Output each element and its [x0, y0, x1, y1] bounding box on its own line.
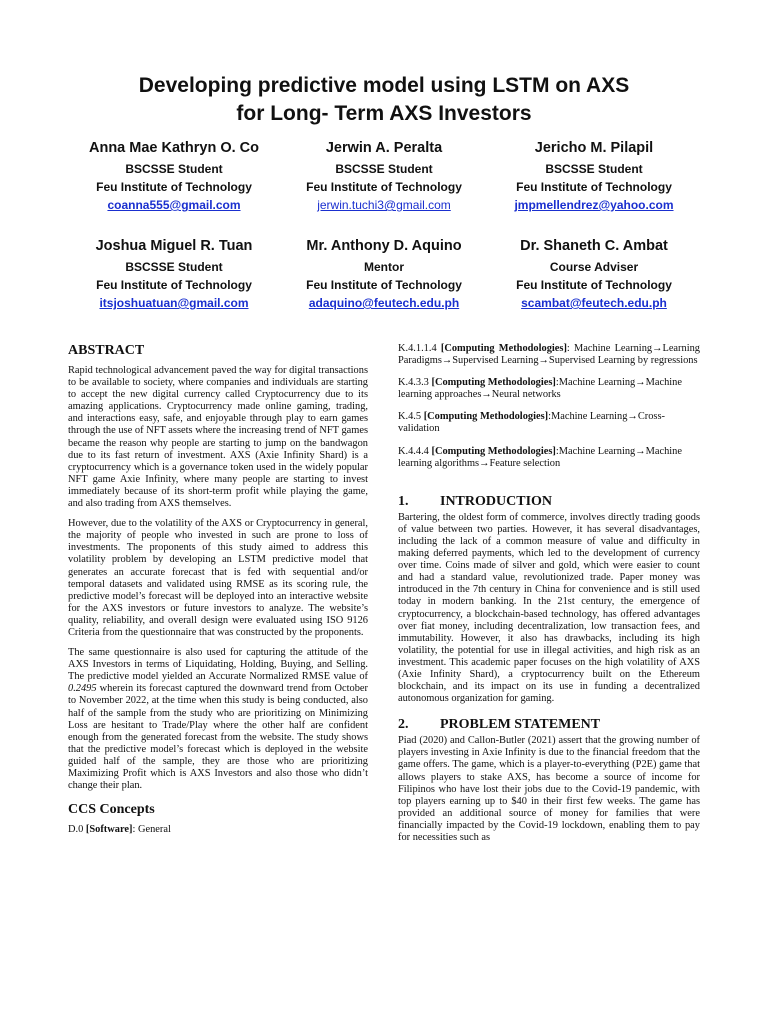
author-role: BSCSSE Student — [335, 162, 433, 176]
paper-title — [40, 72, 728, 128]
ccs-code: D.0 — [68, 824, 86, 836]
author-role: Course Adviser — [549, 260, 639, 274]
ccs-code: K.4.5 — [398, 411, 424, 423]
ccs-code: K.4.3.3 — [398, 377, 432, 389]
author-block — [274, 139, 494, 213]
author-email-link[interactable]: jmpmellendrez@yahoo.com — [514, 198, 674, 212]
author-institution: Feu Institute of Technology — [306, 180, 462, 194]
author-institution: Feu Institute of Technology — [96, 180, 252, 194]
abstract-paragraph-1: Rapid technological advancement paved the way for digital transactions to be available to society, where companies and individuals are starting to accept the new digital currency called Cryptocurrency due to its amazing applications. Cryptocurrency made online gaming, trading, and interactions easy, safe, and enjoyable through play to earn games through the use of NFT assets where the increasing trend of NFT games became the reason why people are starting to jump on the bandwagon due to its fast return of investment. AXS (Axie Infinity Shard) is a cryptocurrency which is a governance token used in the widely popular NFT game Axie Infinity, where many people are starting to invest immediately because of its short-term profit while playing the game, and also trading from AXS themselves. — [68, 365, 368, 510]
author-name: Dr. Shaneth C. Ambat — [520, 238, 668, 254]
ccs-code: K.4.4.4 — [398, 445, 432, 457]
ccs-item — [398, 446, 700, 470]
author-institution: Feu Institute of Technology — [516, 278, 672, 292]
author-block — [64, 237, 284, 311]
author-name: Anna Mae Kathryn O. Co — [89, 140, 259, 156]
introduction-paragraph: Bartering, the oldest form of commerce, involves directly trading goods of value between two parties. However, it has several disadvantages, including the lack of a common measure of value and difficulty in making deferred payments, which led to the development of currency over time. Coins made of silver and gold, which were easier to count and had a standard value, revolutionized trade. Paper money was introduced in the 7th century in China for convenience and is still used today in modern banking. In the 21st century, the emergence of cryptocurrency, a blockchain-based technology, has offered advantages over fiat money, including decentralization, low transaction fees, and immutability. However, it also has drawbacks, including its high volatility, the potential for use in illegal activities, and high risk as an investment. This academic paper focuses on the high volatility of AXS (Axie Infinity Shard), a cryptocurrency built on the Ethereum blockchain, and its impact on its use in funding a decentralized autonomous organization for gaming. — [398, 511, 700, 705]
section-title: INTRODUCTION — [440, 493, 553, 509]
section-number: 1. — [398, 493, 409, 509]
author-name: Jerwin A. Peralta — [325, 140, 443, 156]
rmse-value: 0.2495 — [68, 683, 97, 695]
author-block — [484, 237, 704, 311]
author-role: BSCSSE Student — [125, 260, 223, 274]
author-block — [274, 237, 494, 311]
ccs-heading: CCS Concepts — [68, 802, 155, 818]
ccs-category: [Software] — [85, 824, 133, 836]
abstract-paragraph-2: However, due to the volatility of the AXS or Cryptocurrency in general, the majority of people who invested in such are prone to loss of investments. The proponents of this study aimed to address this volatility problem by developing an LSTM predictive model that generates an accurate forecast that is fed with sequential and/or temporal datasets and validated using RMSE as its scoring rule, the predictive model’s forecast will be deployed into an interactive website for the AXS investors or future investors to analyze. The website’s quality, reliability, and overall design were evaluated using ISO 9126 Criteria from the questionnaire that was constructed by the proponents. — [68, 518, 368, 638]
ccs-text: :Machine Learning→Machine learning algorithms→Feature selection — [398, 445, 682, 469]
author-name: Jericho M. Pilapil — [534, 140, 654, 156]
introduction-heading — [398, 494, 700, 510]
author-institution: Feu Institute of Technology — [306, 278, 462, 292]
ccs-code: K.4.1.1.4 — [398, 343, 441, 354]
ccs-text: :Machine Learning→Cross-validation — [398, 411, 665, 435]
abstract-heading: ABSTRACT — [68, 343, 145, 358]
right-column — [398, 343, 700, 852]
author-block — [64, 139, 284, 213]
ccs-category: [Computing Methodologies] — [423, 411, 549, 423]
abstract-paragraph-3 — [68, 647, 368, 792]
author-name: Mr. Anthony D. Aquino — [306, 238, 462, 254]
author-role: Mentor — [364, 260, 404, 274]
author-email-link[interactable]: itsjoshuatuan@gmail.com — [99, 296, 249, 310]
author-email-link[interactable]: adaquino@feutech.edu.ph — [308, 296, 460, 310]
author-name: Joshua Miguel R. Tuan — [95, 238, 253, 254]
author-role: BSCSSE Student — [125, 162, 223, 176]
abstract-paragraph-3-start: The same questionnaire is also used for capturing the attitude of the AXS Investors in terms of Liquidating, Holding, Buying, and Selling. The predictive model yielded an Accurate Normalized RMSE value of — [68, 647, 368, 683]
author-institution: Feu Institute of Technology — [516, 180, 672, 194]
ccs-text: : Machine Learning→Learning Paradigms→Supervised Learning→Supervised Learning by regressions — [398, 343, 700, 367]
ccs-text: :Machine Learning→Machine learning approaches→Neural networks — [398, 377, 682, 401]
author-block — [484, 139, 704, 213]
ccs-category: [Computing Methodologies] — [431, 445, 556, 457]
ccs-item — [68, 824, 368, 836]
author-email-link[interactable]: jerwin.tuchi3@gmail.com — [317, 198, 451, 212]
abstract-paragraph-3-end: wherein its forecast captured the downward trend from October to November 2022, at the time when this study is being conducted, also half of the sample from the study who are prioritizing on Minimizing Loss are hesitant to Trade/Play where the other half are confident enough from the generated forecast from the website. The study shows that the predictive model’s forecast which is deployed in the website guided half of the sample, they are those who are prioritizing Maximizing Profit which is AXS Investors and also those who didn’t change their plan. — [68, 683, 368, 792]
section-number: 2. — [398, 717, 409, 733]
author-email-link[interactable]: coanna555@gmail.com — [107, 198, 241, 212]
problem-statement-heading — [398, 717, 700, 733]
ccs-item — [398, 377, 700, 401]
ccs-item — [398, 343, 700, 367]
ccs-category: [Computing Methodologies] — [440, 343, 567, 354]
ccs-item — [398, 411, 700, 435]
author-institution: Feu Institute of Technology — [96, 278, 252, 292]
ccs-text: : General — [132, 824, 171, 836]
paper-title-line-2: for Long- Term AXS Investors — [236, 102, 532, 125]
section-title: PROBLEM STATEMENT — [440, 717, 601, 733]
left-column — [68, 343, 368, 844]
author-email-link[interactable]: scambat@feutech.edu.ph — [521, 296, 667, 310]
paper-title-line-1: Developing predictive model using LSTM on AXS — [138, 74, 630, 97]
author-role: BSCSSE Student — [545, 162, 643, 176]
ccs-category: [Computing Methodologies] — [431, 377, 556, 389]
problem-statement-paragraph: Piad (2020) and Callon-Butler (2021) assert that the growing number of players investing in Axie Infinity is due to the financial freedom that the game offers. The game, which is a player-to-everything (P2E) game that allows players to stake AXS, has become a source of income for Filipinos who have lost their jobs due to the Covid-19 pandemic, with top players earning up to $40 in their first few weeks. The game has provided an additional source of money for families that were financially impacted by the Covid-19 lockdown, enabling them to pay for necessities such as — [398, 735, 700, 843]
